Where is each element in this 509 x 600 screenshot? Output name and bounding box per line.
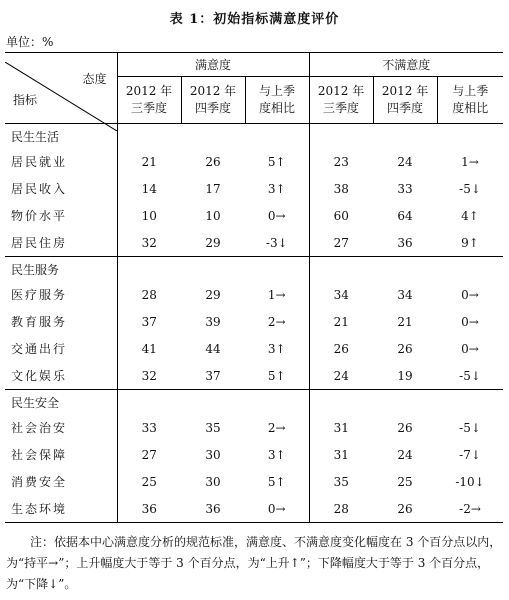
value-cell: 29 xyxy=(205,287,221,302)
value-cell: 14 xyxy=(141,181,157,196)
value-cell: 21 xyxy=(397,314,413,329)
value-cell: 0→ xyxy=(245,495,309,523)
row-label: 文化娱乐 xyxy=(5,362,117,390)
row-label: 居民就业 xyxy=(5,148,117,175)
empty-cell xyxy=(245,124,309,149)
empty-cell xyxy=(245,390,309,415)
row-label: 交通出行 xyxy=(5,335,117,362)
value-cell: 26 xyxy=(397,420,413,435)
row-label: 教育服务 xyxy=(5,308,117,335)
table-row xyxy=(5,335,503,362)
value-cell: 31 xyxy=(333,420,349,435)
corner-header-cell xyxy=(5,53,117,124)
column-header: 2012 年 三季度 xyxy=(309,77,373,124)
value-cell: 24 xyxy=(397,447,413,462)
value-cell: 23 xyxy=(333,154,349,169)
value-cell: 35 xyxy=(333,474,349,489)
category-label: 民生生活 xyxy=(5,124,117,149)
empty-cell xyxy=(309,390,373,415)
value-cell: 10 xyxy=(141,208,157,223)
value-cell: 19 xyxy=(373,362,437,390)
value-cell: -5↓ xyxy=(459,420,481,435)
empty-cell xyxy=(373,390,437,415)
value-cell: 3↑ xyxy=(245,175,309,202)
empty-cell xyxy=(437,390,503,415)
value-cell: 25 xyxy=(397,474,413,489)
empty-cell xyxy=(181,257,245,282)
table-title: 表 1：初始指标满意度评价 xyxy=(169,12,340,27)
row-label: 生态环境 xyxy=(5,495,117,523)
value-cell: 4↑ xyxy=(461,208,479,223)
footnote: 注：依据本中心满意度分析的规范标准，满意度、不满意度变化幅度在 3 个百分点以内，为“持平→”；上升幅度大于等于 3 个百分点，为“上升↑”；下降幅度大于等于 3 个百分点，为“下降↓”。 xyxy=(6,535,502,591)
category-label: 民生服务 xyxy=(5,257,117,282)
value-cell: 0→ xyxy=(245,202,309,229)
value-cell: -10↓ xyxy=(455,474,485,489)
empty-cell xyxy=(437,257,503,282)
empty-cell xyxy=(117,390,181,415)
value-cell: 34 xyxy=(333,287,349,302)
value-cell: -5↓ xyxy=(459,181,481,196)
value-cell: 28 xyxy=(309,495,373,523)
table-row xyxy=(5,281,503,308)
value-cell: 3↑ xyxy=(245,441,309,468)
value-cell: 27 xyxy=(141,447,157,462)
value-cell: 60 xyxy=(333,208,349,223)
row-label: 社会保障 xyxy=(5,441,117,468)
value-cell: 34 xyxy=(397,287,413,302)
unit-label: 单位：% xyxy=(6,35,54,49)
value-cell: 1→ xyxy=(245,281,309,308)
value-cell: -3↓ xyxy=(245,229,309,257)
value-cell: 21 xyxy=(333,314,349,329)
value-cell: 26 xyxy=(333,341,349,356)
table-row xyxy=(5,308,503,335)
column-header: 2012 年 三季度 xyxy=(117,77,181,124)
value-cell: 41 xyxy=(141,341,157,356)
table-row xyxy=(5,175,503,202)
value-cell: 38 xyxy=(333,181,349,196)
group-header-dissatisfied: 不满意度 xyxy=(309,53,503,77)
row-label: 消费安全 xyxy=(5,468,117,495)
value-cell: 17 xyxy=(205,181,221,196)
value-cell: 33 xyxy=(141,420,157,435)
empty-cell xyxy=(437,124,503,149)
value-cell: 64 xyxy=(397,208,413,223)
empty-cell xyxy=(373,124,437,149)
table-row xyxy=(5,202,503,229)
category-row xyxy=(5,390,503,415)
value-cell: 39 xyxy=(205,314,221,329)
value-cell: 5↑ xyxy=(245,468,309,495)
value-cell: 31 xyxy=(333,447,349,462)
value-cell: 5↑ xyxy=(245,362,309,390)
value-cell: 26 xyxy=(373,495,437,523)
table-row xyxy=(5,495,503,523)
empty-cell xyxy=(309,257,373,282)
value-cell: -7↓ xyxy=(459,447,481,462)
value-cell: 24 xyxy=(309,362,373,390)
value-cell: 32 xyxy=(117,229,181,257)
value-cell: 36 xyxy=(373,229,437,257)
corner-header-indicator: 指标 xyxy=(13,93,38,107)
empty-cell xyxy=(181,390,245,415)
group-header-satisfied: 满意度 xyxy=(117,53,309,77)
value-cell: 0→ xyxy=(461,314,479,329)
empty-cell xyxy=(181,124,245,149)
value-cell: 26 xyxy=(397,341,413,356)
row-label: 物价水平 xyxy=(5,202,117,229)
value-cell: 28 xyxy=(141,287,157,302)
column-header: 与上季 度相比 xyxy=(245,77,309,124)
value-cell: 2→ xyxy=(245,414,309,441)
empty-cell xyxy=(117,124,181,149)
value-cell: 3↑ xyxy=(245,335,309,362)
table-row xyxy=(5,362,503,390)
table-row xyxy=(5,414,503,441)
table-row xyxy=(5,441,503,468)
value-cell: 30 xyxy=(205,474,221,489)
value-cell: -5↓ xyxy=(437,362,503,390)
value-cell: 29 xyxy=(181,229,245,257)
row-label: 居民收入 xyxy=(5,175,117,202)
empty-cell xyxy=(245,257,309,282)
value-cell: 2→ xyxy=(245,308,309,335)
value-cell: 24 xyxy=(397,154,413,169)
value-cell: 0→ xyxy=(461,341,479,356)
empty-cell xyxy=(373,257,437,282)
value-cell: 33 xyxy=(397,181,413,196)
value-cell: 25 xyxy=(141,474,157,489)
column-header: 2012 年 四季度 xyxy=(181,77,245,124)
empty-cell xyxy=(309,124,373,149)
value-cell: 35 xyxy=(205,420,221,435)
table-row xyxy=(5,229,503,257)
row-label: 居民住房 xyxy=(5,229,117,257)
value-cell: 21 xyxy=(141,154,157,169)
value-cell: 37 xyxy=(181,362,245,390)
value-cell: 30 xyxy=(205,447,221,462)
row-label: 社会治安 xyxy=(5,414,117,441)
empty-cell xyxy=(117,257,181,282)
corner-header-attitude: 态度 xyxy=(82,72,107,86)
row-label: 医疗服务 xyxy=(5,281,117,308)
value-cell: 32 xyxy=(117,362,181,390)
value-cell: 36 xyxy=(181,495,245,523)
value-cell: 5↑ xyxy=(245,148,309,175)
value-cell: 26 xyxy=(205,154,221,169)
value-cell: 9↑ xyxy=(437,229,503,257)
value-cell: 1→ xyxy=(461,154,479,169)
value-cell: 27 xyxy=(309,229,373,257)
satisfaction-table xyxy=(5,52,503,527)
value-cell: 36 xyxy=(117,495,181,523)
value-cell: 37 xyxy=(141,314,157,329)
category-row xyxy=(5,257,503,282)
column-header: 与上季 度相比 xyxy=(437,77,503,124)
category-label: 民生安全 xyxy=(5,390,117,415)
value-cell: 10 xyxy=(205,208,221,223)
value-cell: 0→ xyxy=(461,287,479,302)
table-row xyxy=(5,468,503,495)
value-cell: -2→ xyxy=(437,495,503,523)
table-row xyxy=(5,148,503,175)
value-cell: 44 xyxy=(205,341,221,356)
column-header: 2012 年 四季度 xyxy=(373,77,437,124)
